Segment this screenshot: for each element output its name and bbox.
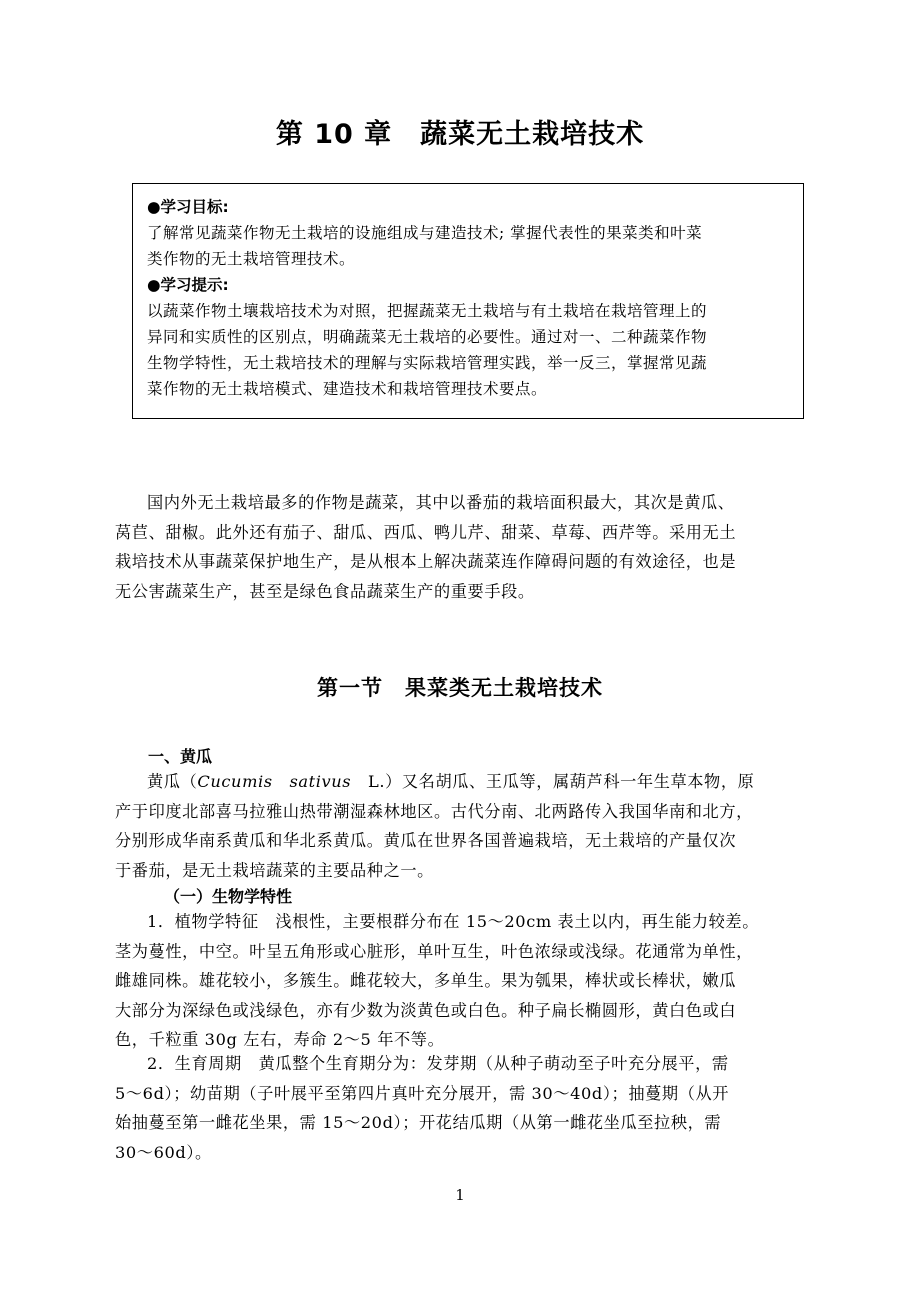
hint-line: 异同和实质性的区别点，明确蔬菜无土栽培的必要性。通过对一、二种蔬菜作物 bbox=[147, 328, 708, 346]
goal-text bbox=[147, 220, 789, 272]
cucumber-intro-line: 于番茄，是无土栽培蔬菜的主要品种之一。 bbox=[115, 860, 434, 880]
goal-line: 类作物的无土栽培管理技术。 bbox=[147, 250, 356, 268]
latin-name: Cucumis sativus bbox=[197, 772, 352, 791]
goal-line: 了解常见蔬菜作物无土栽培的设施组成与建造技术; 掌握代表性的果菜类和叶菜 bbox=[147, 224, 703, 242]
hint-text bbox=[147, 298, 789, 402]
cucumber-intro-paragraph bbox=[115, 767, 805, 885]
intro-line: 栽培技术从事蔬菜保护地生产，是从根本上解决蔬菜连作障碍问题的有效途径，也是 bbox=[115, 552, 737, 571]
botany-line: 色，千粒重 30g 左右，寿命 2～5 年不等。 bbox=[115, 1030, 445, 1049]
goal-heading: ●学习目标: bbox=[147, 198, 229, 216]
growth-paragraph bbox=[115, 1049, 805, 1167]
hint-line: 菜作物的无土栽培模式、建造技术和栽培管理技术要点。 bbox=[147, 380, 548, 398]
botany-line: 茎为蔓性，中空。叶呈五角形或心脏形，单叶互生，叶色浓绿或浅绿。花通常为单性， bbox=[115, 941, 753, 961]
botany-line: 大部分为深绿色或浅绿色，亦有少数为淡黄色或白色。种子扁长椭圆形，黄白色或白 bbox=[115, 1000, 737, 1020]
cucumber-prefix: 黄瓜（ bbox=[147, 772, 198, 791]
intro-line: 国内外无土栽培最多的作物是蔬菜，其中以番茄的栽培面积最大，其次是黄瓜、 bbox=[147, 493, 735, 512]
section-title: 第一节 果菜类无土栽培技术 bbox=[317, 676, 603, 700]
chapter-title: 第 10 章 蔬菜无土栽培技术 bbox=[275, 119, 645, 150]
cucumber-intro-line: 分别形成华南系黄瓜和华北系黄瓜。黄瓜在世界各国普遍栽培，无土栽培的产量仅次 bbox=[115, 831, 737, 850]
hint-line: 以蔬菜作物土壤栽培技术为对照，把握蔬菜无土栽培与有土栽培在栽培管理上的 bbox=[147, 302, 708, 320]
learning-objectives-box bbox=[132, 183, 804, 419]
intro-line: 无公害蔬菜生产，甚至是绿色食品蔬菜生产的重要手段。 bbox=[115, 581, 535, 601]
page-number: 1 bbox=[455, 1186, 465, 1204]
growth-line: 始抽蔓至第一雌花坐果，需 15～20d）；开花结瓜期（从第一雌花坐瓜至拉秧，需 bbox=[115, 1113, 722, 1132]
hint-heading: ●学习提示: bbox=[147, 276, 229, 294]
hint-line: 生物学特性，无土栽培技术的理解与实际栽培管理实践，举一反三，掌握常见蔬 bbox=[147, 354, 708, 372]
subsection-biology: （一）生物学特性 bbox=[164, 887, 293, 906]
cucumber-intro-first-line bbox=[115, 767, 805, 797]
botany-line: 1．植物学特征 浅根性，主要根群分布在 15～20cm 表土以内，再生能力较差。 bbox=[147, 912, 760, 931]
intro-paragraph bbox=[115, 488, 805, 606]
cucumber-after-latin: L.）又名胡瓜、王瓜等，属葫芦科一年生草本物，原 bbox=[351, 772, 755, 791]
cucumber-intro-line: 产于印度北部喜马拉雅山热带潮湿森林地区。古代分南、北两路传入我国华南和北方， bbox=[115, 801, 753, 821]
botany-line: 雌雄同株。雄花较小，多簇生。雌花较大，多单生。果为瓠果，棒状或长棒状，嫩瓜 bbox=[115, 971, 737, 990]
subsection-cucumber: 一、黄瓜 bbox=[148, 747, 213, 766]
botany-paragraph bbox=[115, 907, 805, 1055]
growth-line: 2．生育周期 黄瓜整个生育期分为：发芽期（从种子萌动至子叶充分展平，需 bbox=[147, 1054, 729, 1073]
intro-line: 莴苣、甜椒。此外还有茄子、甜瓜、西瓜、鸭儿芹、甜菜、草莓、西芹等。采用无土 bbox=[115, 522, 737, 542]
growth-line: 5～6d）；幼苗期（子叶展平至第四片真叶充分展开，需 30～40d）；抽蔓期（从开 bbox=[115, 1083, 730, 1103]
growth-line: 30～60d）。 bbox=[115, 1142, 212, 1162]
